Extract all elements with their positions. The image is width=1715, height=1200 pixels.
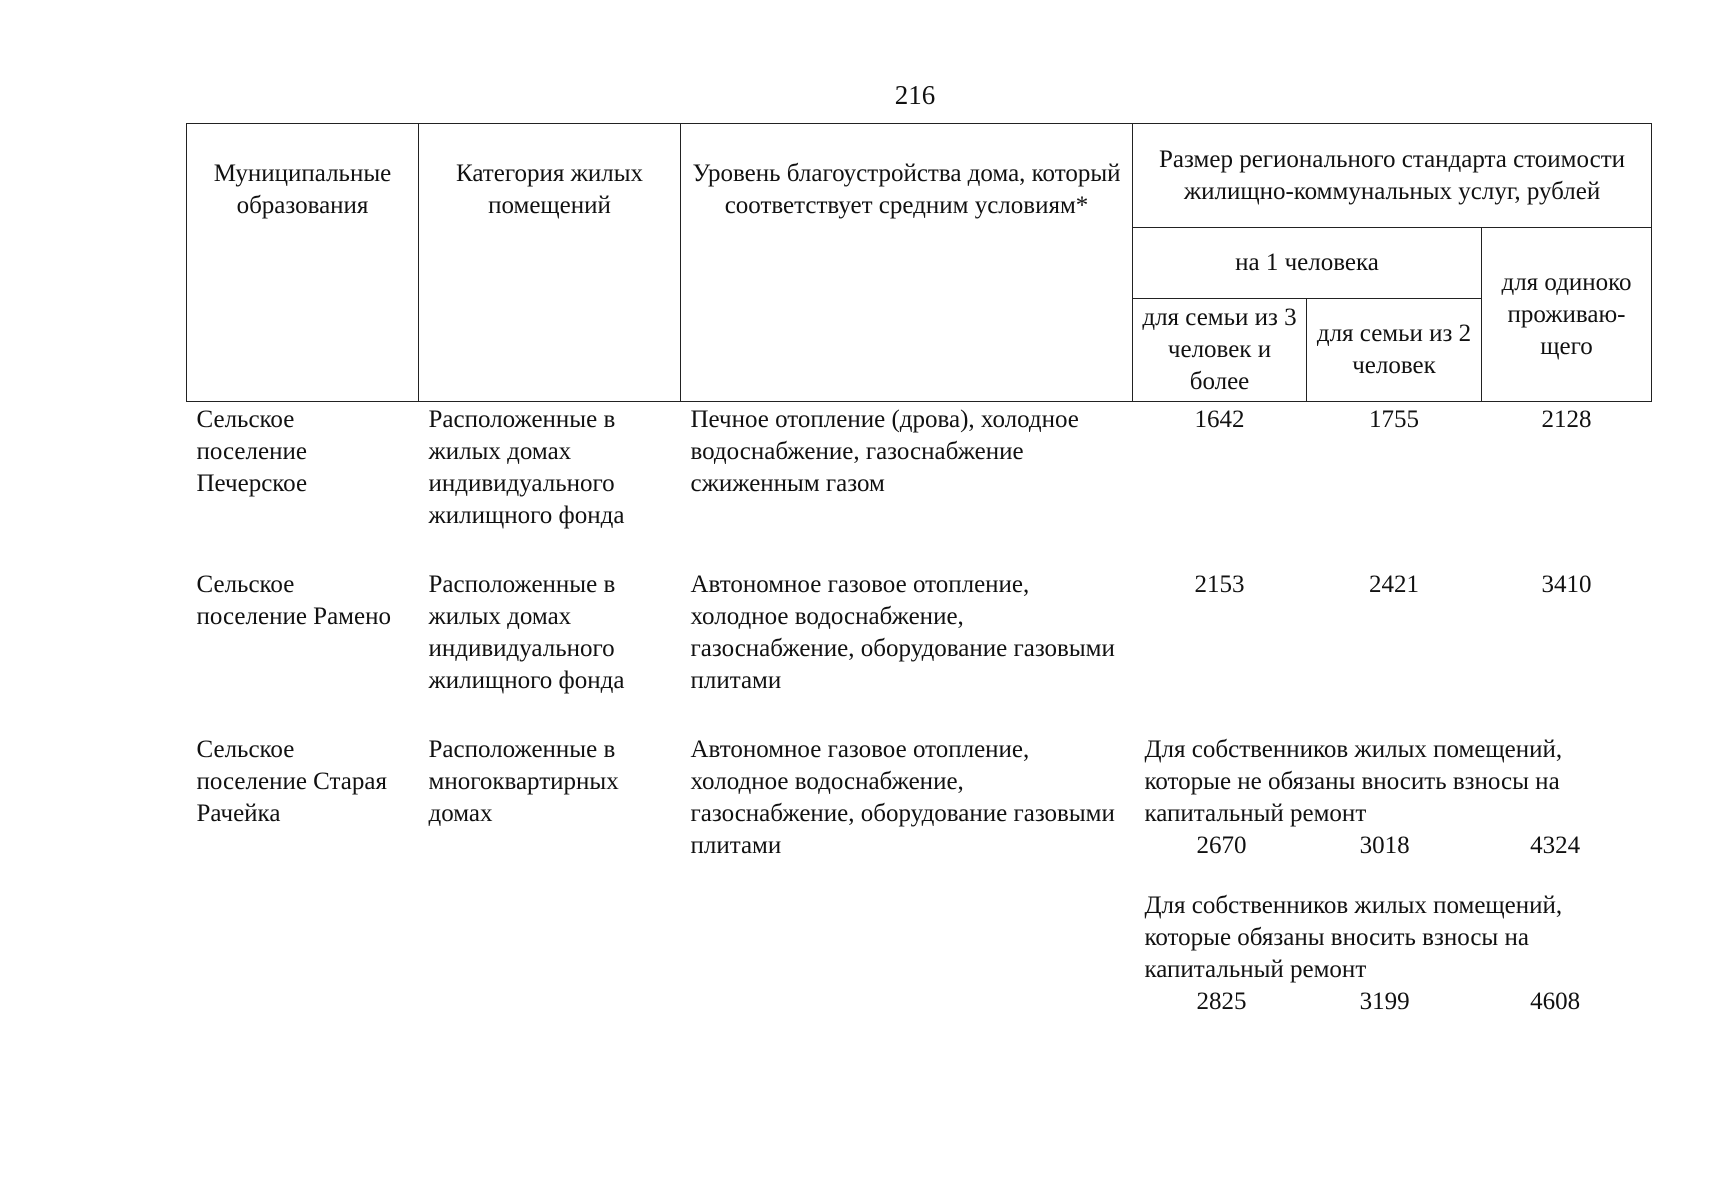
note-capital-repair: Для собственников жилых помещений, которые обязаны вносить взносы на капитальный ремонт	[1144, 892, 1563, 983]
table-row	[187, 402, 1652, 568]
value-single: 4608	[1530, 988, 1581, 1015]
header-standard: Размер регионального стандарта стоимости жилищно-коммунальных услуг, рублей	[1133, 124, 1652, 228]
values-capital-repair	[1143, 986, 1642, 1018]
header-category: Категория жилых помещений	[419, 124, 681, 402]
values-no-capital-repair	[1143, 830, 1642, 862]
municipality-cell: Сельское поселение Старая Рачейка	[196, 736, 387, 827]
category-cell: Расположенные в жилых домах индивидуального жилищного фонда	[428, 571, 625, 694]
header-single: для одиноко проживаю-щего	[1482, 228, 1652, 402]
capital-repair-block	[1143, 890, 1642, 1018]
municipality-cell: Сельское поселение Рамено	[196, 571, 391, 630]
header-per-person: на 1 человека	[1133, 228, 1482, 299]
level-cell: Печное отопление (дрова), холодное водоснабжение, газоснабжение сжиженным газом	[690, 406, 1079, 497]
value-family-3: 2670	[1196, 832, 1247, 859]
value-single: 2128	[1541, 406, 1592, 433]
level-cell: Автономное газовое отопление, холодное водоснабжение, газоснабжение, оборудование газовыми плитами	[690, 736, 1115, 859]
value-family-2: 2421	[1369, 571, 1419, 598]
value-family-2: 1755	[1369, 406, 1419, 433]
value-family-2: 3018	[1359, 832, 1410, 859]
municipality-cell: Сельское поселение Печерское	[196, 406, 308, 497]
level-cell: Автономное газовое отопление, холодное водоснабжение, газоснабжение, оборудование газовыми плитами	[690, 571, 1115, 694]
value-single: 3410	[1541, 571, 1592, 598]
header-family-2: для семьи из 2 человек	[1307, 299, 1482, 402]
note-no-capital-repair: Для собственников жилых помещений, которые не обязаны вносить взносы на капитальный ремонт	[1144, 736, 1563, 827]
header-municipality: Муниципальные образования	[187, 124, 419, 402]
value-family-3: 1642	[1194, 406, 1245, 433]
category-cell: Расположенные в жилых домах индивидуального жилищного фонда	[428, 406, 625, 529]
value-family-2: 3199	[1359, 988, 1410, 1015]
value-single: 4324	[1530, 832, 1581, 859]
cost-standard-table	[186, 123, 1652, 1018]
value-family-3: 2825	[1196, 988, 1247, 1015]
header-family-3: для семьи из 3 человек и более	[1133, 299, 1307, 402]
header-level: Уровень благоустройства дома, который соответствует средним условиям*	[681, 124, 1133, 402]
conditional-values-cell	[1133, 732, 1652, 1018]
page-number: 216	[894, 80, 936, 110]
table-row	[187, 567, 1652, 732]
category-cell: Расположенные в многоквартирных домах	[428, 736, 619, 827]
table-row	[187, 732, 1652, 1018]
value-family-3: 2153	[1194, 571, 1245, 598]
